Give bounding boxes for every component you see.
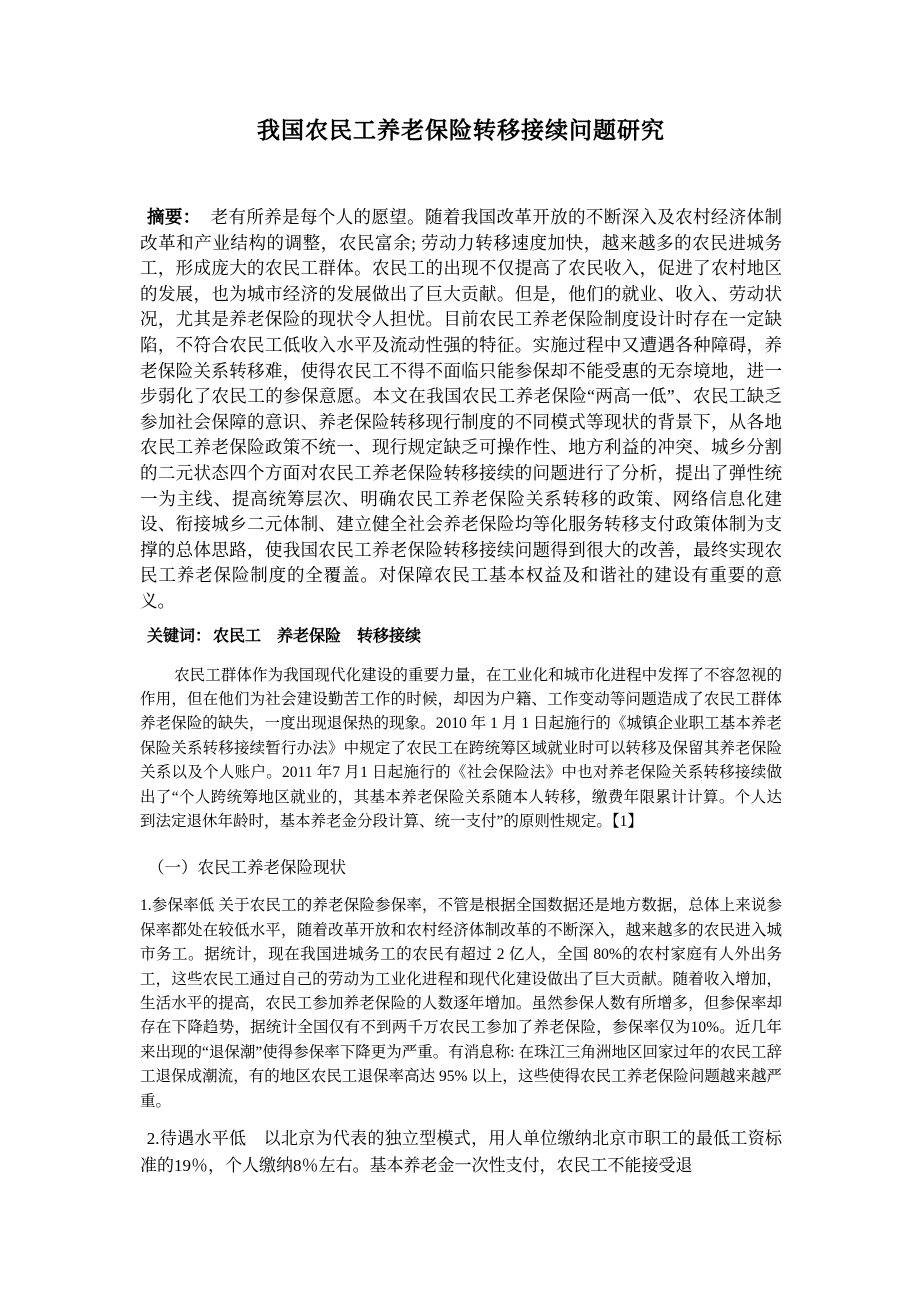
abstract-label: 摘要：: [147, 207, 201, 227]
document-title: 我国农民工养老保险转移接续问题研究: [257, 118, 665, 143]
section-heading: （一）农民工养老保险现状: [148, 858, 346, 878]
keywords-line: [140, 623, 782, 646]
abstract-paragraph: [140, 205, 782, 615]
keywords-label: 关键词：: [147, 627, 212, 645]
keywords-text: 农民工 养老保险 转移接续: [213, 627, 422, 645]
intro-paragraph: 农民工群体作为我国现代化建设的重要力量，在工业化和城市化进程中发挥了不容忽视的作用，但在他们为社会建设勤苦工作的时候，却因为户籍、工作变动等问题造成了农民工群体养老保险的缺失，一度出现退保热的现象。2010 年 1 月 1 日起施行的《城镇企业职工基本养老保险关系转移接续暂行办法》中规定了农民工在跨统筹区域就业时可以转移及保留其养老保险关系以及个人账户。2011 年7 月1 日起施行的《社会保险法》中也对养老保险关系转移接续做出了“个人跨统筹地区就业的，其基本养老保险关系随本人转移，缴费年限累计计算。个人达到法定退休年龄时，基本养老金分段计算、统一支付”的原则性规定。【1】: [140, 666, 782, 830]
abstract-text: 老有所养是每个人的愿望。随着我国改革开放的不断深入及农村经济体制改革和产业结构的调整，农民富余; 劳动力转移速度加快，越来越多的农民进城务工，形成庞大的农民工群体。农民工的出现不仅提高了农民收入，促进了农村地区的发展，也为城市经济的发展做出了巨大贡献。但是，他们的就业、收入、劳动状况，尤其是养老保险的现状令人担忧。目前农民工养老保险制度设计时存在一定缺陷，不符合农民工低收入水平及流动性强的特征。实施过程中又遭遇各种障碍，养老保险关系转移难，使得农民工不得不面临只能参保却不能受惠的无奈境地，进一步弱化了农民工的参保意愿。本文在我国农民工养老保险“两高一低”、农民工缺乏参加社会保障的意识、养老保险转移现行制度的不同模式等现状的背景下，从各地农民工养老保险政策不统一、现行规定缺乏可操作性、地方利益的冲突、城乡分割的二元状态四个方面对农民工养老保险转移接续的问题进行了分析，提出了弹性统一为主线、提高统筹层次、明确农民工养老保险关系转移的政策、网络信息化建设、衔接城乡二元体制、建立健全社会养老保险均等化服务转移支付政策体制为支撑的总体思路，使我国农民工养老保险转移接续问题得到很大的改善，最终实现农民工养老保险制度的全覆盖。对保障农民工基本权益及和谐社的建设有重要的意义。: [140, 207, 783, 611]
paragraph-participation-rate: 1.参保率低 关于农民工的养老保险参保率，不管是根据全国数据还是地方数据，总体上来说参保率都处在较低水平，随着改革开放和农村经济体制改革的不断深入，越来越多的农民进入城市务工。据统计，现在我国进城务工的农民有超过 2 亿人，全国 80%的农村家庭有人外出务工，这些农民工通过自己的劳动为工业化进程和现代化建设做出了巨大贡献。随着收入增加，生活水平的提高，农民工参加养老保险的人数逐年增加。虽然参保人数有所增多，但参保率却存在下降趋势，据统计全国仅有不到两千万农民工参加了养老保险，参保率仅为10%。近几年来出现的“退保潮”使得参保率下降更为严重。有消息称: 在珠江三角洲地区回家过年的农民工辞工退保成潮流，有的地区农民工退保率高达 95% 以上，这些使得农民工养老保险问题越来越严重。: [140, 897, 782, 1110]
paragraph-benefit-level: 2.待遇水平低 以北京为代表的独立型模式，用人单位缴纳北京市职工的最低工资标准的19％，个人缴纳8％左右。基本养老金一次性支付，农民工不能接受退: [140, 1129, 782, 1175]
